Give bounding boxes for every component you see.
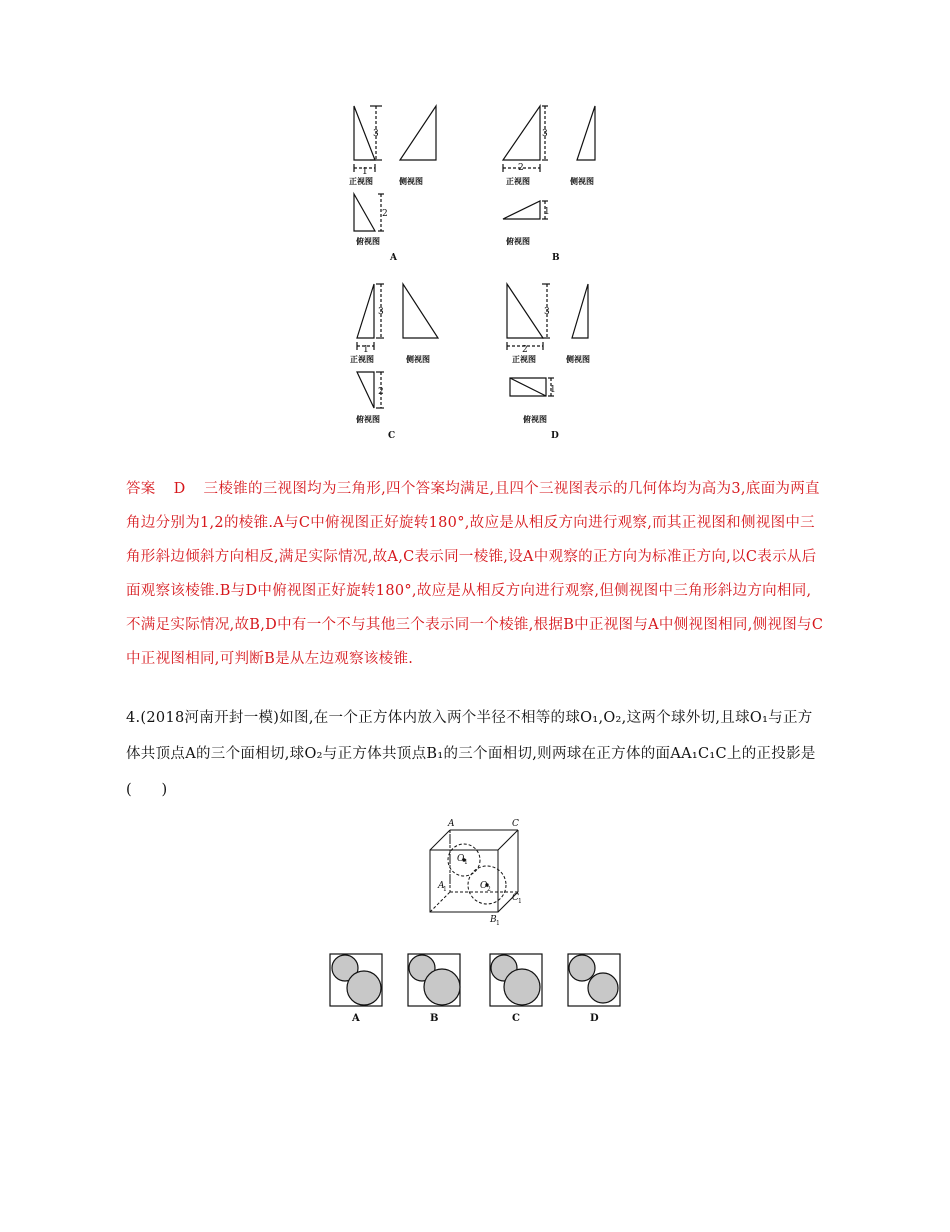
three-view-options-figure xyxy=(330,98,620,448)
a-top-label: 俯视图 xyxy=(356,236,380,246)
option-b-views xyxy=(503,106,595,219)
option-c-side-triangle xyxy=(403,284,438,338)
vertex-a-label: A xyxy=(448,819,455,829)
projection-options-figure xyxy=(328,952,624,1026)
option-c-label: C xyxy=(388,431,396,441)
dim-c-top-d: 2 xyxy=(378,387,384,397)
question-4 xyxy=(126,700,826,808)
vertex-a1-label: A xyxy=(438,881,445,891)
projection-label-b: B xyxy=(430,1013,439,1024)
b-side-label: 侧视图 xyxy=(570,176,594,186)
answer-key-label: 答案 xyxy=(126,481,156,497)
dim-a-front-h: 3 xyxy=(373,129,379,139)
option-b-front-triangle xyxy=(503,106,540,160)
option-c-top-triangle xyxy=(357,372,374,408)
sphere-o2-label: O xyxy=(480,881,488,891)
question-text: 4.(2018河南开封一模)如图,在一个正方体内放入两个半径不相等的球O₁,O₂,这两个球外切,且球O₁与正方体共顶点A的三个面相切,球O₂与正方体共顶点B₁的三个面相切,则两球在正方体的面AA₁C₁C上的正投影是( ) xyxy=(126,710,816,798)
vertex-b1-label: B xyxy=(490,915,497,925)
dim-d-front-w: 2 xyxy=(522,345,528,355)
dim-b-front-w: 2 xyxy=(518,163,524,173)
option-d-side-triangle xyxy=(572,284,588,338)
option-a-label: A xyxy=(390,253,397,263)
option-a-side-triangle xyxy=(400,106,436,160)
projection-option-c xyxy=(490,954,542,1006)
dim-c-front-w: 1 xyxy=(363,345,369,355)
vertex-c-label: C xyxy=(512,819,519,829)
option-d-label: D xyxy=(551,431,559,441)
option-a-top-triangle xyxy=(354,194,375,231)
cube-spheres-figure xyxy=(420,816,530,928)
dim-a-front-w: 1 xyxy=(362,167,368,177)
answer-key-value: D xyxy=(173,481,186,497)
sphere-o2-sub: 2 xyxy=(487,886,491,893)
option-b-side-triangle xyxy=(577,106,595,160)
projection-label-c: C xyxy=(512,1013,520,1024)
dim-a-top-d: 2 xyxy=(382,209,388,219)
d-top-label: 俯视图 xyxy=(523,414,547,424)
projection-label-d: D xyxy=(590,1013,599,1024)
projection-label-a: A xyxy=(352,1013,360,1024)
c-top-label: 俯视图 xyxy=(356,414,380,424)
d-front-label: 正视图 xyxy=(512,354,536,364)
vertex-b1-sub: 1 xyxy=(496,920,500,927)
b-top-label: 俯视图 xyxy=(506,236,530,246)
dim-b-front-h: 3 xyxy=(542,129,548,139)
sphere-o1-sub: 1 xyxy=(464,859,468,866)
projection-option-a xyxy=(330,954,382,1006)
a-front-label: 正视图 xyxy=(349,176,373,186)
d-side-label: 侧视图 xyxy=(566,354,590,364)
dim-b-top-d: 1 xyxy=(544,207,550,217)
option-c-front-triangle xyxy=(357,284,374,338)
projection-option-b xyxy=(408,954,460,1006)
dim-d-top-d: 1 xyxy=(550,385,556,395)
vertex-a1-sub: 1 xyxy=(443,886,447,893)
sphere-o1-label: O xyxy=(457,854,465,864)
option-b-label: B xyxy=(552,253,560,263)
dim-d-front-h: 3 xyxy=(544,307,550,317)
c-side-label: 侧视图 xyxy=(406,354,430,364)
answer-explanation xyxy=(126,472,826,676)
vertex-c1-label: C xyxy=(512,893,519,903)
vertex-c1-sub: 1 xyxy=(518,898,522,905)
c-front-label: 正视图 xyxy=(350,354,374,364)
option-b-top-triangle xyxy=(503,201,540,219)
option-a-front-triangle xyxy=(354,106,375,160)
b-front-label: 正视图 xyxy=(506,176,530,186)
option-d-front-triangle xyxy=(507,284,543,338)
projection-option-d xyxy=(568,954,620,1006)
dim-c-front-h: 3 xyxy=(378,307,384,317)
option-d-views xyxy=(507,284,588,396)
a-side-label: 侧视图 xyxy=(399,176,423,186)
answer-text: 三棱锥的三视图均为三角形,四个答案均满足,且四个三视图表示的几何体均为高为3,底面为两直角边分别为1,2的棱锥.A与C中俯视图正好旋转180°,故应是从相反方向进行观察,而其正视图和侧视图中三角形斜边倾斜方向相反,满足实际情况,故A,C表示同一棱锥,设A中观察的正方向为标准正方向,以C表示从后面观察该棱锥.B与D中俯视图正好旋转180°,故应是从相反方向进行观察,但侧视图中三角形斜边方向相同,不满足实际情况,故B,D中有一个不与其他三个表示同一个棱锥,根据B中正视图与A中侧视图相同,侧视图与C中正视图相同,可判断B是从左边观察该棱锥. xyxy=(126,481,824,667)
option-c-views xyxy=(357,284,438,408)
